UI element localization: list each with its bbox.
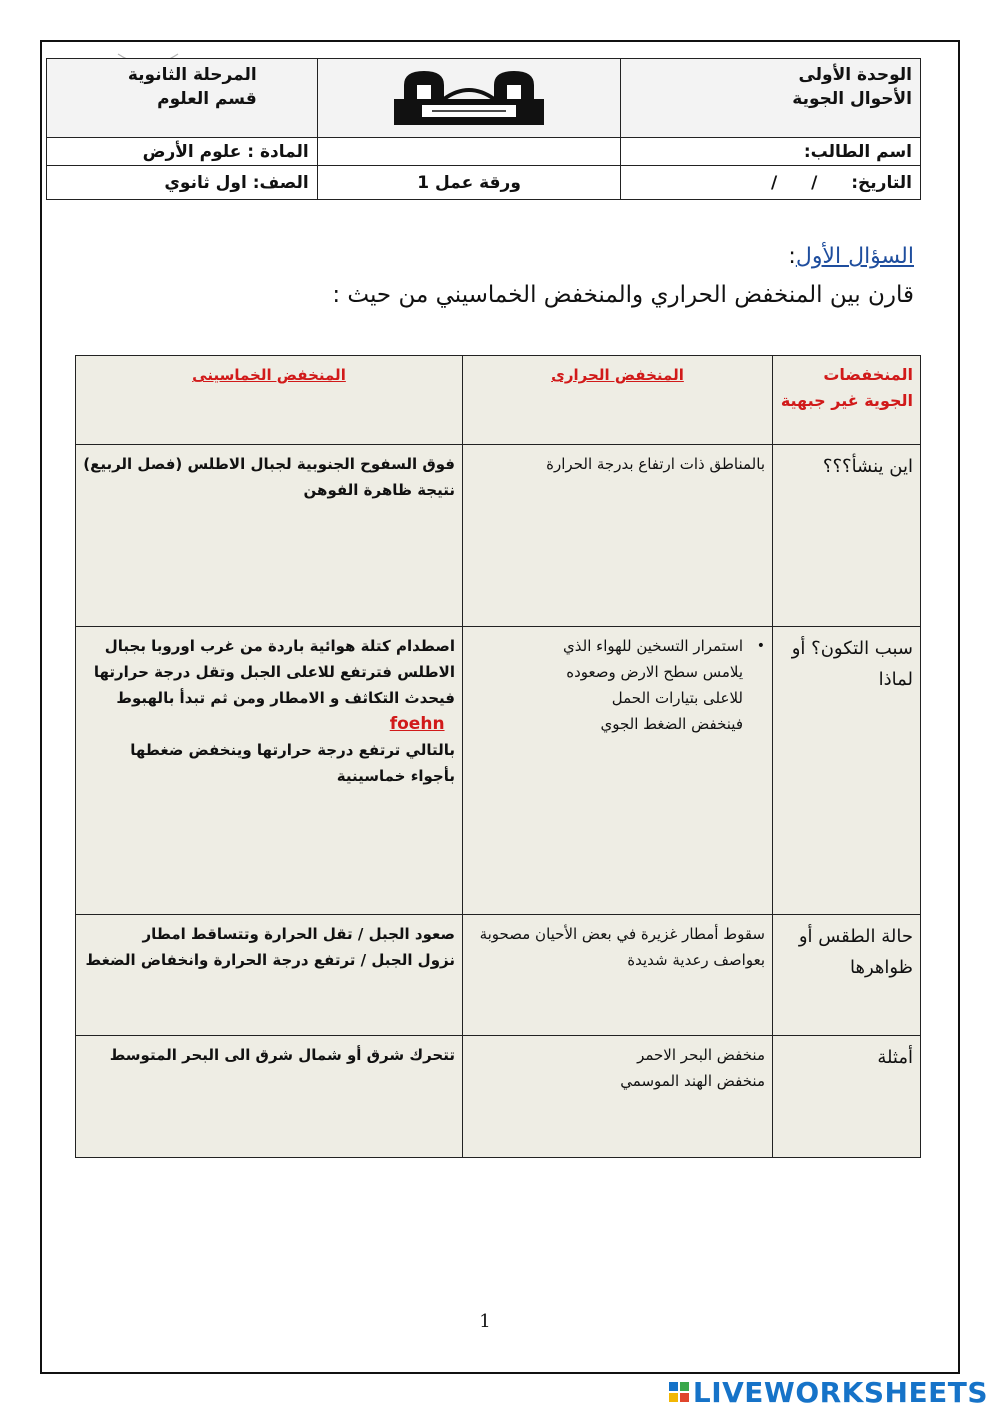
khamasin-cell[interactable]: تتحرك شرق أو شمال شرق الى البحر المتوسط bbox=[76, 1036, 463, 1158]
department-label: قسم العلوم bbox=[157, 89, 257, 109]
table-row bbox=[76, 445, 921, 627]
row-label: أمثلة bbox=[773, 1036, 921, 1158]
empty-mid-cell bbox=[317, 138, 621, 166]
page-number: 1 bbox=[479, 1311, 491, 1332]
table-row bbox=[76, 627, 921, 915]
table-row bbox=[76, 1036, 921, 1158]
unit-subtitle: الأحوال الجوية bbox=[792, 89, 912, 109]
khamasin-line-2: نزول الجبل / ترتفع درجة الحرارة وانخفاض الضغط bbox=[85, 951, 455, 969]
khamasin-line-1: صعود الجبل / تقل الحرارة وتتساقط امطار bbox=[142, 925, 455, 943]
header-khamasin: المنخفض الخماسينى bbox=[76, 356, 463, 445]
student-name-cell[interactable] bbox=[621, 138, 921, 166]
grade-label: الصف: اول ثانوي bbox=[164, 172, 309, 193]
liveworksheets-brand[interactable] bbox=[669, 1377, 988, 1407]
khamasin-cell[interactable] bbox=[76, 627, 463, 915]
worksheet-title: ورقة عمل 1 bbox=[317, 166, 621, 200]
liveworksheets-wordmark: LIVEWORKSHEETS bbox=[692, 1375, 988, 1409]
thermal-cell[interactable] bbox=[463, 627, 773, 915]
date-cell[interactable] bbox=[621, 166, 921, 200]
student-name-label: اسم الطالب: bbox=[803, 141, 912, 162]
subject-cell bbox=[47, 138, 318, 166]
question-text: قارن بين المنخفض الحراري والمنخفض الخماسيني من حيث : bbox=[332, 282, 914, 308]
date-slash-2: / bbox=[770, 172, 778, 193]
thermal-line-2: منخفض الهند الموسمي bbox=[620, 1072, 765, 1090]
unit-cell bbox=[621, 59, 921, 138]
logo-cell bbox=[317, 59, 621, 138]
question-heading-text: السؤال الأول bbox=[795, 244, 914, 269]
row-label: اين ينشأ؟؟؟ bbox=[773, 445, 921, 627]
date-label: التاريخ: bbox=[851, 172, 912, 193]
khamasin-text-1: اصطدام كتلة هوائية باردة من غرب اوروبا بجبال الاطلس فترتفع للاعلى الجبل وتقل درجة حرارتها فيحدث التكاثف و الامطار ومن ثم تبدأ بالهبوط bbox=[93, 637, 455, 707]
thermal-cell[interactable]: بالمناطق ذات ارتفاع بدرجة الحرارة bbox=[463, 445, 773, 627]
school-logo bbox=[384, 67, 554, 129]
header-row-label: المنخفضات الجوية غير جبهية bbox=[773, 356, 921, 445]
thermal-cell[interactable]: سقوط أمطار غزيرة في بعض الأحيان مصحوبة بعواصف رعدية شديدة bbox=[463, 915, 773, 1036]
table-header-row bbox=[76, 356, 921, 445]
question-heading bbox=[788, 244, 914, 269]
logo-square-green bbox=[680, 1382, 689, 1391]
khamasin-cell[interactable]: فوق السفوح الجنوبية لجبال الاطلس (فصل الربيع) نتيجة ظاهرة الفوهن bbox=[76, 445, 463, 627]
question-heading-colon: : bbox=[788, 244, 796, 269]
thermal-line-1: منخفض البحر الاحمر bbox=[637, 1046, 765, 1064]
date-slash-1: / bbox=[811, 172, 818, 193]
thermal-cell[interactable] bbox=[463, 1036, 773, 1158]
grade-cell bbox=[47, 166, 318, 200]
unit-title: الوحدة الأولى bbox=[798, 65, 912, 85]
bullet-icon: • bbox=[756, 638, 765, 654]
header-thermal: المنخفض الحرارى bbox=[463, 356, 773, 445]
khamasin-cell[interactable] bbox=[76, 915, 463, 1036]
header-table bbox=[46, 58, 921, 200]
foehn-term: foehn bbox=[389, 714, 445, 734]
table-row bbox=[76, 915, 921, 1036]
comparison-table bbox=[75, 355, 921, 1158]
stage-label: المرحلة الثانوية bbox=[127, 65, 257, 85]
subject-label: المادة : علوم الأرض bbox=[142, 141, 309, 162]
khamasin-text-2: بالتالي ترتفع درجة حرارتها وينخفض ضغطها بأجواء خماسينية bbox=[130, 741, 455, 785]
logo-square-blue bbox=[669, 1382, 678, 1391]
row-label: حالة الطقس أو ظواهرها bbox=[773, 915, 921, 1036]
liveworksheets-logo-icon bbox=[669, 1382, 689, 1402]
logo-square-red bbox=[680, 1393, 689, 1402]
thermal-text: استمرار التسخين للهواء الذي يلامس سطح الارض وصعوده للاعلى بتيارات الحمل فينخفض الضغط الجوي bbox=[563, 637, 743, 733]
logo-square-yellow bbox=[669, 1393, 678, 1402]
stage-cell bbox=[47, 59, 318, 138]
row-label: سبب التكون؟ أو لماذا bbox=[773, 627, 921, 915]
